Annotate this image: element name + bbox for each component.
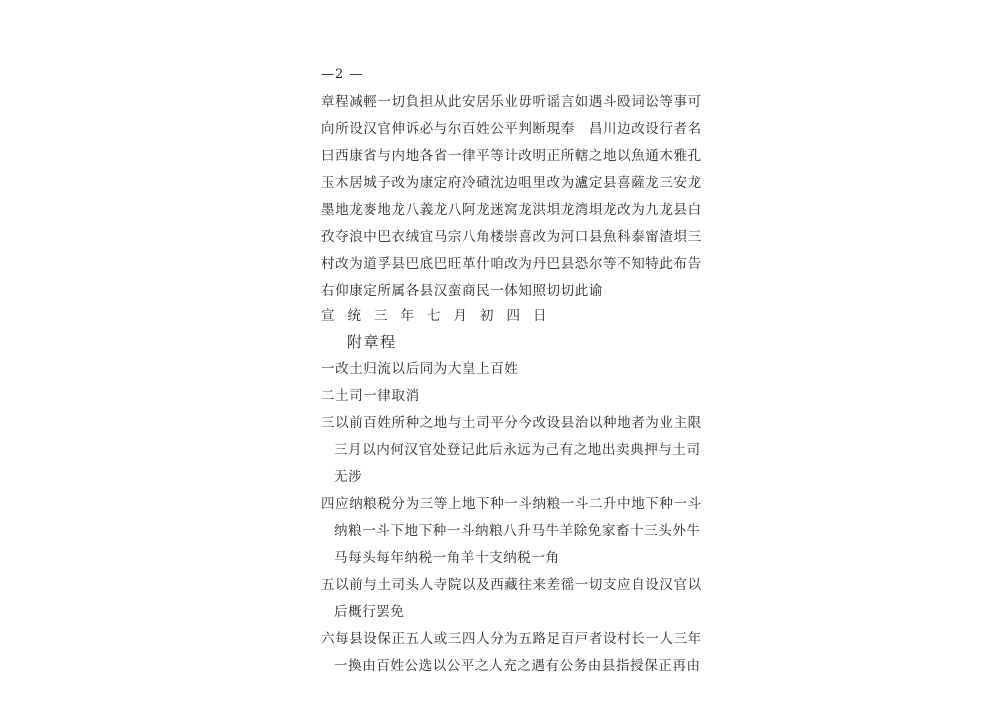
appendix-line-12: 一換由百姓公选以公平之人充之遇有公务由县指授保正再由 <box>334 658 701 674</box>
appendix-title: 附章程 <box>347 333 397 351</box>
appendix-line-9: 五以前与土司头人寺院以及西藏往来差徭一切支应自设汉官以 <box>321 577 702 593</box>
appendix-line-5: 无涉 <box>334 469 363 485</box>
appendix-line-7: 纳粮一斗下地下种一斗纳粮八升马牛羊除免家畜十三头外牛 <box>334 523 701 539</box>
appendix-line-10: 后概行罢免 <box>334 604 405 620</box>
body-line-6: 孜夺浪中巴衣绒宜马宗八角楼崇喜改为河口县魚科泰甯渣垻三 <box>321 229 702 245</box>
date-line: 宣统三年七月初四日 <box>321 308 560 324</box>
appendix-line-2: 二土司一律取消 <box>321 388 420 404</box>
body-line-4: 玉木居城子改为康定府冷磧沈边咀里改为瀘定县喜薩龙三安龙 <box>321 175 702 191</box>
body-line-8: 右仰康定所属各县汉蛮商民一体知照切切此谕 <box>321 283 603 299</box>
appendix-line-3: 三以前百姓所种之地与土司平分今改设县治以种地者为业主限 <box>321 415 702 431</box>
body-line-5: 墨地龙麥地龙八義龙八阿龙迷窝龙洪垻龙湾垻龙改为九龙县白 <box>321 202 702 218</box>
appendix-line-4: 三月以内何汉官处登记此后永远为己有之地出卖典押与土司 <box>334 442 701 458</box>
appendix-line-6: 四应纳粮税分为三等上地下种一斗纳粮一斗二升中地下种一斗 <box>321 496 702 512</box>
body-line-3: 曰西康省与内地各省一律平等计改明正所轄之地以魚通木雅孔 <box>321 148 702 164</box>
appendix-line-11: 六每县设保正五人或三四人分为五路足百戸者设村长一人三年 <box>321 631 702 647</box>
page-number: —2 — <box>321 67 364 82</box>
appendix-line-8: 马每头每年纳税一角羊十支纳税一角 <box>334 550 560 566</box>
body-line-1: 章程减輕一切負担从此安居乐业毋听谣言如遇斗殴词讼等事可 <box>321 94 702 110</box>
appendix-line-1: 一改土归流以后同为大皇上百姓 <box>321 361 519 377</box>
body-line-7: 村改为道孚县巴底巴旺革什咱改为丹巴县恐尔等不知特此布告 <box>321 256 702 272</box>
body-line-2: 向所设汉官伸诉必与尔百姓公平判断現奉 昌川边改设行者名 <box>321 121 702 137</box>
